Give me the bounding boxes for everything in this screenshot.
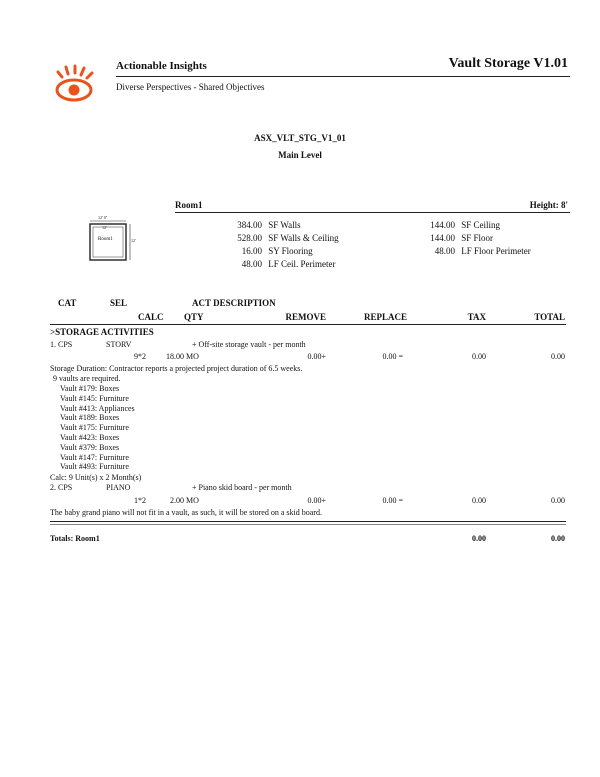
- header-remove: REMOVE: [285, 312, 326, 322]
- level-name: Main Level: [278, 150, 322, 160]
- room-sketch: [88, 216, 138, 262]
- company-tagline: Diverse Perspectives - Shared Objectives: [116, 82, 265, 92]
- header-sel: SEL: [110, 298, 128, 308]
- header-act-description: ACT DESCRIPTION: [192, 298, 276, 308]
- totals-rule-bottom: [50, 524, 566, 525]
- header-qty: QTY: [184, 312, 204, 322]
- vault-item: Vault #423: Boxes: [60, 432, 120, 442]
- sketch-dim-inner: 12': [102, 225, 107, 230]
- vault-list: [60, 384, 135, 472]
- measure-row: 48.00 LF Floor Perimeter: [434, 246, 531, 256]
- line1-total: 0.00: [551, 352, 565, 361]
- line1-qty: 18.00 MO: [166, 352, 199, 361]
- line2-sel: PIANO: [106, 483, 131, 492]
- document-title: Vault Storage V1.01: [448, 56, 568, 71]
- header-rule: [116, 76, 570, 77]
- vault-item: Vault #147: Furniture: [60, 452, 129, 462]
- vault-item: Vault #189: Boxes: [60, 413, 120, 423]
- note-piano: The baby grand piano will not fit in a vault, as such, it will be stored on a skid board.: [50, 508, 322, 517]
- line2-tax: 0.00: [472, 496, 486, 505]
- line1-calc: 9*2: [134, 352, 146, 361]
- sketch-dim-top: 12' 0": [98, 215, 108, 220]
- line2-replace: 0.00 =: [382, 496, 403, 505]
- totals-rule-top: [50, 521, 566, 522]
- totals-total: 0.00: [551, 534, 565, 543]
- line1-tax: 0.00: [472, 352, 486, 361]
- line2-calc: 1*2: [134, 496, 146, 505]
- note-storage-duration: Storage Duration: Contractor reports a projected project duration of 6.5 weeks.: [50, 364, 303, 373]
- section-title: >STORAGE ACTIVITIES: [50, 327, 154, 337]
- eye-logo-icon: [48, 62, 98, 106]
- sketch-room-label: Room1: [98, 237, 113, 242]
- vault-item: Vault #179: Boxes: [60, 384, 120, 393]
- calc-note: Calc: 9 Unit(s) x 2 Month(s): [50, 473, 142, 482]
- table-header-rule: [50, 324, 566, 325]
- header-replace: REPLACE: [363, 312, 407, 322]
- line1-num-cat: 1. CPS: [50, 340, 73, 349]
- measures-left: [200, 220, 339, 272]
- measures-right: [398, 220, 531, 259]
- vault-item: Vault #379: Boxes: [60, 442, 120, 452]
- line1-remove: 0.00+: [307, 352, 326, 361]
- note-vault-count: 9 vaults are required.: [53, 374, 121, 383]
- line2-remove: 0.00+: [307, 496, 326, 505]
- sketch-dim-side: 12': [131, 238, 136, 243]
- room-rule: [175, 212, 570, 213]
- vault-item: Vault #145: Furniture: [60, 393, 129, 403]
- header-tax: TAX: [467, 312, 486, 322]
- measure-row: 144.00 SF Floor: [430, 233, 494, 243]
- measure-row: 16.00 SY Flooring: [241, 246, 313, 256]
- line2-description: + Piano skid board - per month: [192, 483, 292, 492]
- measure-row: 144.00 SF Ceiling: [430, 220, 501, 230]
- line2-qty: 2.00 MO: [170, 496, 199, 505]
- totals-tax: 0.00: [472, 534, 486, 543]
- room-height: Height: 8': [529, 200, 568, 210]
- line1-replace: 0.00 =: [382, 352, 403, 361]
- measure-row: 528.00 SF Walls & Ceiling: [237, 233, 339, 243]
- vault-item: Vault #493: Furniture: [60, 462, 129, 472]
- line2-total: 0.00: [551, 496, 565, 505]
- totals-label: Totals: Room1: [50, 534, 100, 543]
- company-name: Actionable Insights: [116, 60, 207, 72]
- vault-item: Vault #175: Furniture: [60, 423, 129, 433]
- room-name: Room1: [175, 200, 203, 210]
- company-logo: [48, 62, 98, 106]
- line2-num-cat: 2. CPS: [50, 483, 73, 492]
- line1-description: + Off-site storage vault - per month: [192, 340, 306, 349]
- header-total: TOTAL: [534, 312, 565, 322]
- estimate-name: ASX_VLT_STG_V1_01: [254, 133, 346, 143]
- header-cat: CAT: [58, 298, 77, 308]
- vault-item: Vault #413: Appliances: [60, 403, 135, 413]
- measure-row: 384.00 SF Walls: [237, 220, 301, 230]
- header-calc: CALC: [138, 312, 164, 322]
- measure-row: 48.00 LF Ceil. Perimeter: [241, 259, 336, 269]
- line1-sel: STORV: [106, 340, 132, 349]
